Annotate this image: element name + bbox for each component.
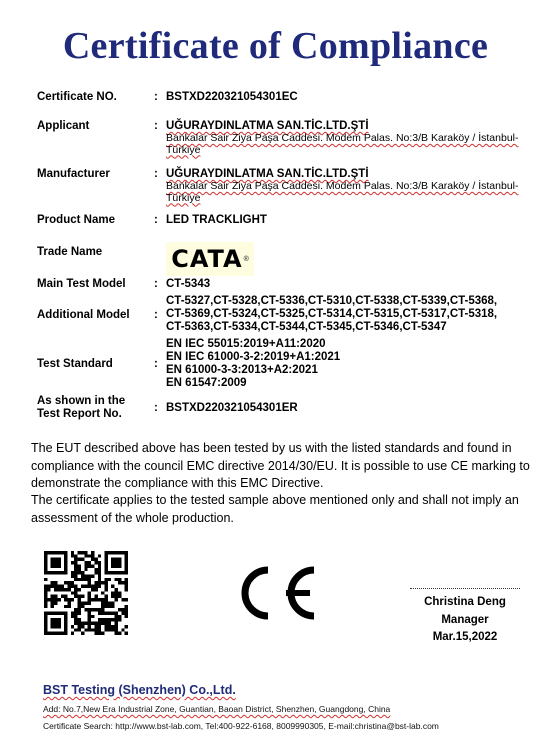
certificate-number: BSTXD220321054301EC: [166, 91, 298, 103]
colon: :: [154, 309, 158, 321]
additional-model-line: CT-5327,CT-5328,CT-5336,CT-5310,CT-5338,CT-5339,CT-5368,: [166, 295, 498, 307]
label-main-test-model: Main Test Model: [37, 278, 126, 290]
additional-model-line: CT-5369,CT-5324,CT-5325,CT-5314,CT-5315,CT-5317,CT-5318,: [166, 308, 498, 320]
signature-date: Mar.15,2022: [432, 631, 498, 643]
label-test-report-line: Test Report No.: [37, 408, 122, 420]
main-test-model: CT-5343: [166, 278, 211, 290]
manufacturer-address: Bankalar Sair Ziya Paşa Caddesi. Modem Palas. No:3/B Karaköy / İstanbul-Türkiye: [166, 180, 519, 204]
scope-statement: The certificate applies to the tested sample above mentioned only and shall not imply an assessment of the whole production.: [31, 493, 519, 525]
colon: :: [154, 91, 158, 103]
signer-name: Christina Deng: [424, 596, 506, 608]
additional-models: [166, 295, 497, 334]
colon: :: [154, 120, 158, 132]
test-report-number: BSTXD220321054301ER: [166, 402, 298, 414]
company-name: BST Testing (Shenzhen) Co.,Ltd.: [43, 683, 236, 697]
manufacturer-block: [166, 168, 526, 204]
label-test-standard: Test Standard: [37, 358, 113, 370]
additional-model-line: CT-5363,CT-5334,CT-5344,CT-5345,CT-5346,CT-5347: [166, 321, 447, 333]
product-name: LED TRACKLIGHT: [166, 214, 267, 226]
standard-line: EN 61547:2009: [166, 377, 247, 389]
ce-mark-icon: [228, 562, 320, 624]
signature-line: [410, 588, 520, 589]
label-test-report-line: As shown in the: [37, 395, 126, 407]
label-product-name: Product Name: [37, 214, 115, 226]
signer-title: Manager: [441, 614, 489, 626]
manufacturer-name: UĞURAYDINLATMA SAN.TİC.LTD.ŞTİ: [166, 168, 369, 180]
colon: :: [154, 358, 158, 370]
applicant-address: Bankalar Sair Ziya Paşa Caddesi. Modem Palas. No:3/B Karaköy / İstanbul-Türkiye: [166, 132, 519, 156]
compliance-statement: The EUT described above has been tested by us with the listed standards and found in compliance with the council EMC directive 2014/30/EU. It is possible to use CE marking to demonstrate the compliance with this EMC Directive.: [31, 441, 530, 490]
company-contact[interactable]: Certificate Search: http://www.bst-lab.com, Tel:400-922-6168, 8009990305, E-mail:christina@bst-lab.com: [43, 721, 439, 731]
colon: :: [154, 168, 158, 180]
standard-line: EN 61000-3-3:2013+A2:2021: [166, 364, 318, 376]
label-test-report: [37, 395, 125, 421]
colon: :: [154, 278, 158, 290]
certificate-title: Certificate of Compliance: [62, 25, 489, 67]
label-applicant: Applicant: [37, 120, 90, 132]
company-address: Add: No.7,New Era Industrial Zone, Guantian, Baoan District, Shenzhen, Guangdong, China: [43, 704, 391, 714]
label-additional-model: Additional Model: [37, 309, 130, 321]
label-manufacturer: Manufacturer: [37, 168, 110, 180]
colon: :: [154, 402, 158, 414]
trade-logo: [166, 242, 254, 276]
standard-line: EN IEC 61000-3-2:2019+A1:2021: [166, 351, 341, 363]
colon: :: [154, 214, 158, 226]
test-standards: [166, 338, 340, 390]
label-trade-name: Trade Name: [37, 246, 103, 258]
applicant-block: [166, 120, 526, 156]
qr-code-icon: [44, 551, 128, 635]
label-certificate-no: Certificate NO.: [37, 91, 117, 103]
applicant-name: UĞURAYDINLATMA SAN.TİC.LTD.ŞTİ: [166, 120, 369, 132]
standard-line: EN IEC 55015:2019+A11:2020: [166, 338, 326, 350]
trade-logo-text: CATA: [171, 245, 243, 273]
registered-mark: ®: [243, 255, 249, 263]
